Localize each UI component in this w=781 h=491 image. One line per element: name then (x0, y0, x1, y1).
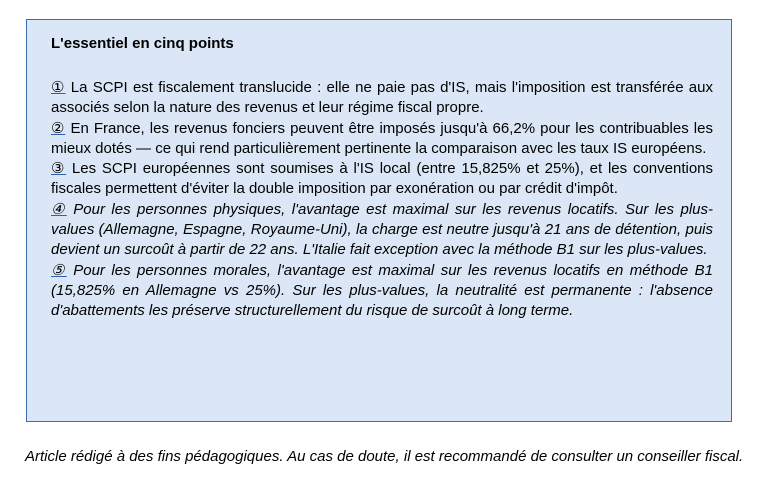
point-3 (51, 159, 713, 200)
point-text: Les SCPI européennes sont soumises à l'IS local (entre 15,825% et 25%), et les conventions fiscales permettent d'éviter la double imposition par exonération ou par crédit d'impôt. (51, 160, 714, 198)
point-1 (51, 78, 713, 119)
point-number: ③ (51, 160, 67, 178)
point-number: ② (51, 119, 66, 137)
point-text: Pour les personnes physiques, l'avantage est maximal sur les revenus locatifs. Sur les plus-values (Allemagne, Espagne, Royaume-Uni), la charge est neutre jusqu'à 21 ans de détention, puis devient un surcoût à partir de 22 ans. L'Italie fait exception avec la méthode B1 sur les plus-values. (51, 200, 714, 259)
disclaimer-footer: Article rédigé à des fins pédagogiques. Au cas de doute, il est recommandé de consulter un conseiller fiscal. (25, 448, 744, 465)
point-number: ⑤ (51, 261, 67, 279)
point-4 (51, 200, 713, 261)
point-number: ④ (51, 200, 67, 218)
summary-points (51, 78, 713, 322)
point-number: ① (51, 79, 66, 96)
point-5 (51, 261, 713, 322)
point-text: Pour les personnes morales, l'avantage est maximal sur les revenus locatifs en méthode B1 (15,825% en Allemagne vs 25%). Sur les plus-values, la neutralité est permanente : l'absence d'abattements les préserve structurellement du risque de surcoût à long terme. (51, 261, 713, 320)
point-text: En France, les revenus fonciers peuvent être imposés jusqu'à 66,2% pour les contribuables les mieux dotés — ce qui rend particulièrement pertinente la comparaison avec les taux IS européens. (51, 119, 713, 157)
summary-title: L'essentiel en cinq points (51, 35, 234, 52)
point-2 (51, 119, 713, 160)
point-text: La SCPI est fiscalement translucide : elle ne paie pas d'IS, mais l'imposition est transférée aux associés selon la nature des revenus et leur régime fiscal propre. (51, 79, 713, 117)
